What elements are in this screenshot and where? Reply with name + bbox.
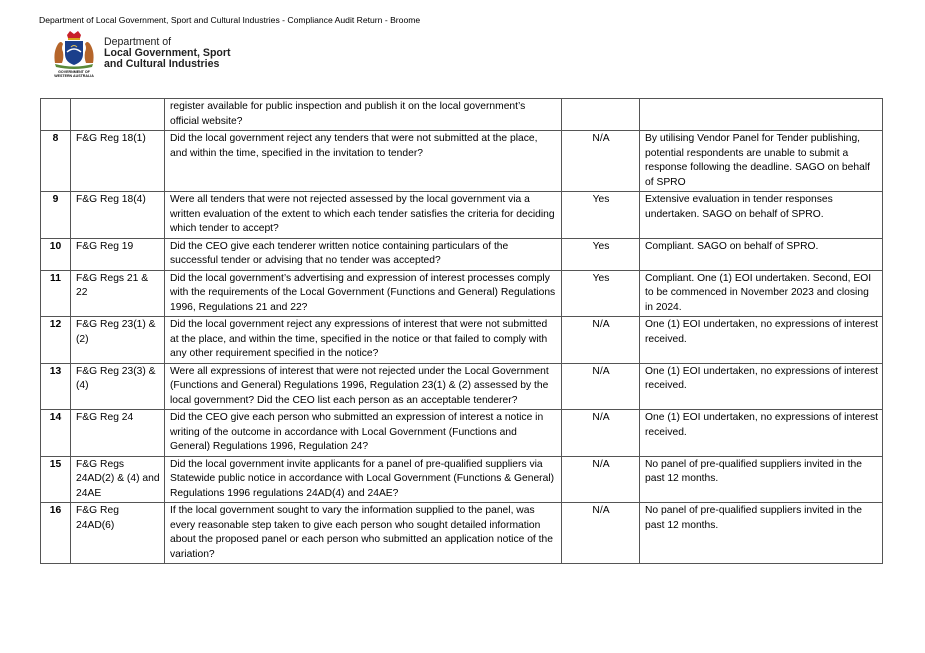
table-row-continuation (41, 99, 883, 131)
cell-comments: One (1) EOI undertaken, no expressions of interest received. (640, 410, 883, 457)
cell-reference: F&G Reg 18(4) (71, 192, 165, 239)
cell-comments: Extensive evaluation in tender responses undertaken. SAGO on behalf of SPRO. (640, 192, 883, 239)
table-row (41, 317, 883, 364)
department-logo (45, 30, 245, 82)
cell-question: Were all expressions of interest that were not rejected under the Local Government (Functions and General) Regulations 1996, Regulation 23(1) & (2) assessed by the local government? Did the CEO list each person as an acceptable tenderer? (165, 363, 562, 410)
cell-reference: F&G Regs 24AD(2) & (4) and 24AE (71, 456, 165, 503)
cell-reference: F&G Reg 19 (71, 238, 165, 270)
cell-question: If the local government sought to vary the information supplied to the panel, was every reasonable step taken to give each person who sought detailed information about the proposed panel or each person who submitted an application notice of the variation? (165, 503, 562, 564)
cell-comments: No panel of pre-qualified suppliers invited in the past 12 months. (640, 456, 883, 503)
cell-no: 13 (41, 363, 71, 410)
table-row (41, 503, 883, 564)
cell-no: 8 (41, 131, 71, 192)
cell-response: Yes (562, 192, 640, 239)
cell-response: Yes (562, 270, 640, 317)
cell-reference: F&G Reg 24AD(6) (71, 503, 165, 564)
cell-no: 10 (41, 238, 71, 270)
cell-question: Did the local government invite applicants for a panel of pre-qualified suppliers via Statewide public notice in accordance with Local Government (Functions & General) Regulations 1996 regulations 24AD(4) and 24AE? (165, 456, 562, 503)
cell-response: N/A (562, 363, 640, 410)
table-row (41, 238, 883, 270)
table-row (41, 456, 883, 503)
cell-question: register available for public inspection and publish it on the local government’s official website? (165, 99, 562, 131)
table-row (41, 192, 883, 239)
cell-question: Did the local government reject any tenders that were not submitted at the place, and within the time, specified in the invitation to tender? (165, 131, 562, 192)
cell-comments: No panel of pre-qualified suppliers invited in the past 12 months. (640, 503, 883, 564)
cell-reference: F&G Reg 18(1) (71, 131, 165, 192)
cell-response: N/A (562, 503, 640, 564)
cell-comments (640, 99, 883, 131)
cell-response: N/A (562, 131, 640, 192)
document-header-title: Department of Local Government, Sport and Cultural Industries - Compliance Audit Return - Broome (39, 15, 421, 25)
cell-comments: Compliant. SAGO on behalf of SPRO. (640, 238, 883, 270)
cell-no (41, 99, 71, 131)
cell-question: Did the CEO give each person who submitted an expression of interest a notice in writing of the outcome in accordance with Local Government (Functions and General) Regulations 1996, Regulation 24? (165, 410, 562, 457)
table-row (41, 131, 883, 192)
cell-question: Did the CEO give each tenderer written notice containing particulars of the successful tender or advising that no tender was accepted? (165, 238, 562, 270)
cell-response: N/A (562, 317, 640, 364)
cell-reference: F&G Reg 24 (71, 410, 165, 457)
cell-response: Yes (562, 238, 640, 270)
cell-comments: Compliant. One (1) EOI undertaken. Second, EOI to be commenced in November 2023 and closing in 2024. (640, 270, 883, 317)
cell-no: 11 (41, 270, 71, 317)
cell-reference: F&G Reg 23(3) & (4) (71, 363, 165, 410)
crest-caption: GOVERNMENT OF WESTERN AUSTRALIA (54, 70, 94, 78)
table-row (41, 270, 883, 317)
cell-reference: F&G Regs 21 & 22 (71, 270, 165, 317)
cell-no: 14 (41, 410, 71, 457)
cell-comments: One (1) EOI undertaken, no expressions of interest received. (640, 363, 883, 410)
cell-reference (71, 99, 165, 131)
cell-response: N/A (562, 456, 640, 503)
cell-no: 9 (41, 192, 71, 239)
cell-question: Were all tenders that were not rejected assessed by the local government via a written evaluation of the extent to which each tender satisfies the criteria for deciding which tender to accept? (165, 192, 562, 239)
cell-no: 12 (41, 317, 71, 364)
table-row (41, 410, 883, 457)
cell-question: Did the local government’s advertising and expression of interest processes comply with the requirements of the Local Government (Functions and General) Regulations 1996, Regulations 21 and 22? (165, 270, 562, 317)
cell-question: Did the local government reject any expressions of interest that were not submitted at the place, and within the time, specified in the notice or that failed to comply with any other requirement specified in the notice? (165, 317, 562, 364)
cell-comments: By utilising Vendor Panel for Tender publishing, potential respondents are unable to submit a response following the deadline. SAGO on behalf of SPRO (640, 131, 883, 192)
cell-response: N/A (562, 410, 640, 457)
cell-no: 15 (41, 456, 71, 503)
table-row (41, 363, 883, 410)
cell-response (562, 99, 640, 131)
cell-reference: F&G Reg 23(1) & (2) (71, 317, 165, 364)
compliance-table (40, 98, 883, 564)
cell-comments: One (1) EOI undertaken, no expressions of interest received. (640, 317, 883, 364)
cell-no: 16 (41, 503, 71, 564)
department-name: Department of Local Government, Sport and Cultural Industries (104, 36, 231, 71)
